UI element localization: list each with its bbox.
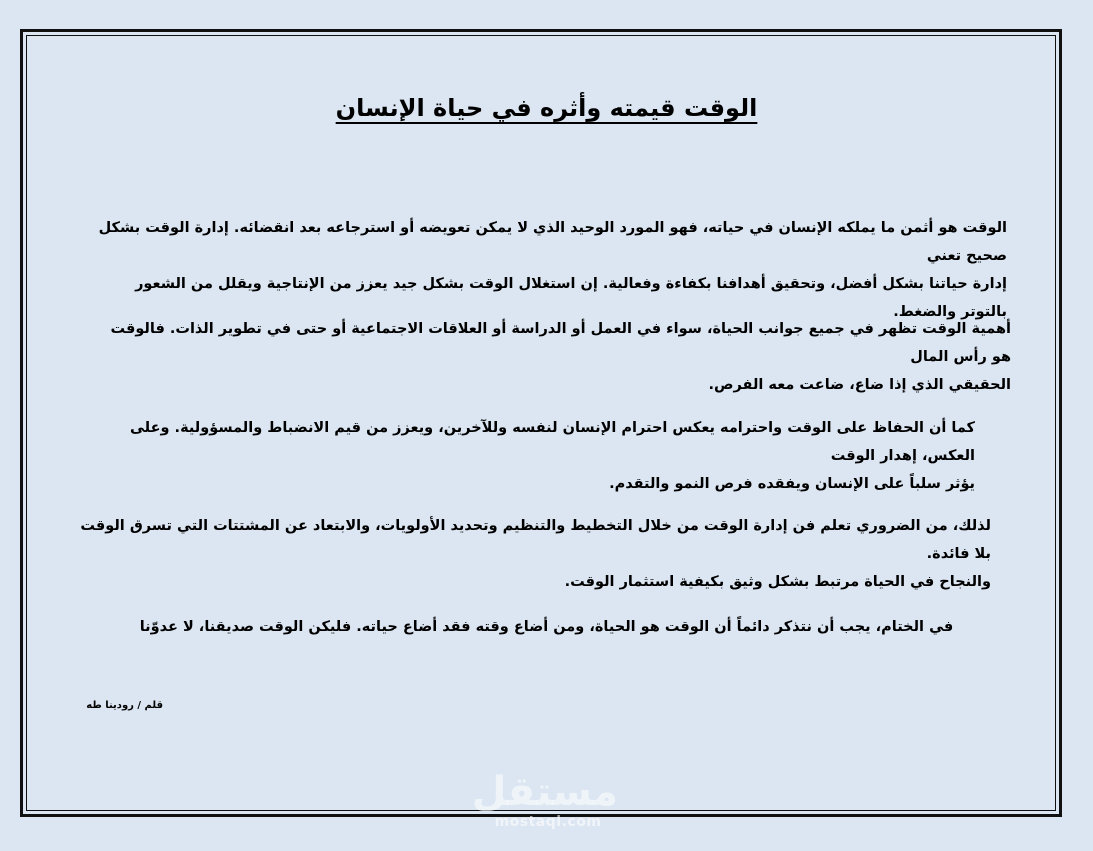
watermark-logo-text: مستقل <box>471 769 618 815</box>
paragraph-1 <box>87 214 1007 326</box>
watermark-domain: mostaql.com <box>494 814 602 830</box>
paragraph-3-line-2: يؤثر سلباً على الإنسان ويفقده فرص النمو والتقدم. <box>609 476 975 492</box>
paragraph-2-line-1: أهمية الوقت تظهر في جميع جوانب الحياة، سواء في العمل أو الدراسة أو العلاقات الاجتماعية أو حتى في تطوير الذات. فالوقت هو رأس المال <box>110 321 1011 365</box>
paragraph-5-line-1: في الختام، يجب أن نتذكر دائماً أن الوقت هو الحياة، ومن أضاع وقته فقد أضاع حياته. فليكن الوقت صديقنا، لا عدوّنا <box>139 619 954 635</box>
paragraph-4-line-2: والنجاح في الحياة مرتبط بشكل وثيق بكيفية استثمار الوقت. <box>564 574 991 590</box>
document-title: الوقت قيمته وأثره في حياة الإنسان <box>335 94 758 122</box>
paragraph-2-line-2: الحقيقي الذي إذا ضاع، ضاعت معه الفرص. <box>708 377 1011 393</box>
mostaql-watermark <box>471 769 618 834</box>
paragraph-1-line-1: الوقت هو أثمن ما يملكه الإنسان في حياته، فهو المورد الوحيد الذي لا يمكن تعويضه أو استرجاعه بعد انقضائه. إدارة الوقت بشكل صحيح تعني <box>98 220 1007 264</box>
author-signature: قلم / رودينا طه <box>86 700 163 711</box>
paragraph-2 <box>91 315 1011 399</box>
document-title-container <box>0 94 1093 122</box>
paragraph-4-line-1: لذلك، من الضروري تعلم فن إدارة الوقت من خلال التخطيط والتنظيم وتحديد الأولويات، والابتعاد عن المشتتات التي تسرق الوقت بلا فائدة. <box>80 518 991 562</box>
paragraph-3 <box>75 414 975 498</box>
paragraph-5-conclusion <box>0 613 1093 641</box>
paragraph-3-line-1: كما أن الحفاظ على الوقت واحترامه يعكس احترام الإنسان لنفسه وللآخرين، ويعزز من قيم الانضباط والمسؤولية. وعلى العكس، إهدار الوقت <box>130 420 975 464</box>
paragraph-4 <box>71 512 991 596</box>
paragraph-1-line-2: إدارة حياتنا بشكل أفضل، وتحقيق أهدافنا بكفاءة وفعالية. إن استغلال الوقت بشكل جيد يعزز من الإنتاجية ويقلل من الشعور بالتوتر والضغط. <box>135 276 1007 320</box>
